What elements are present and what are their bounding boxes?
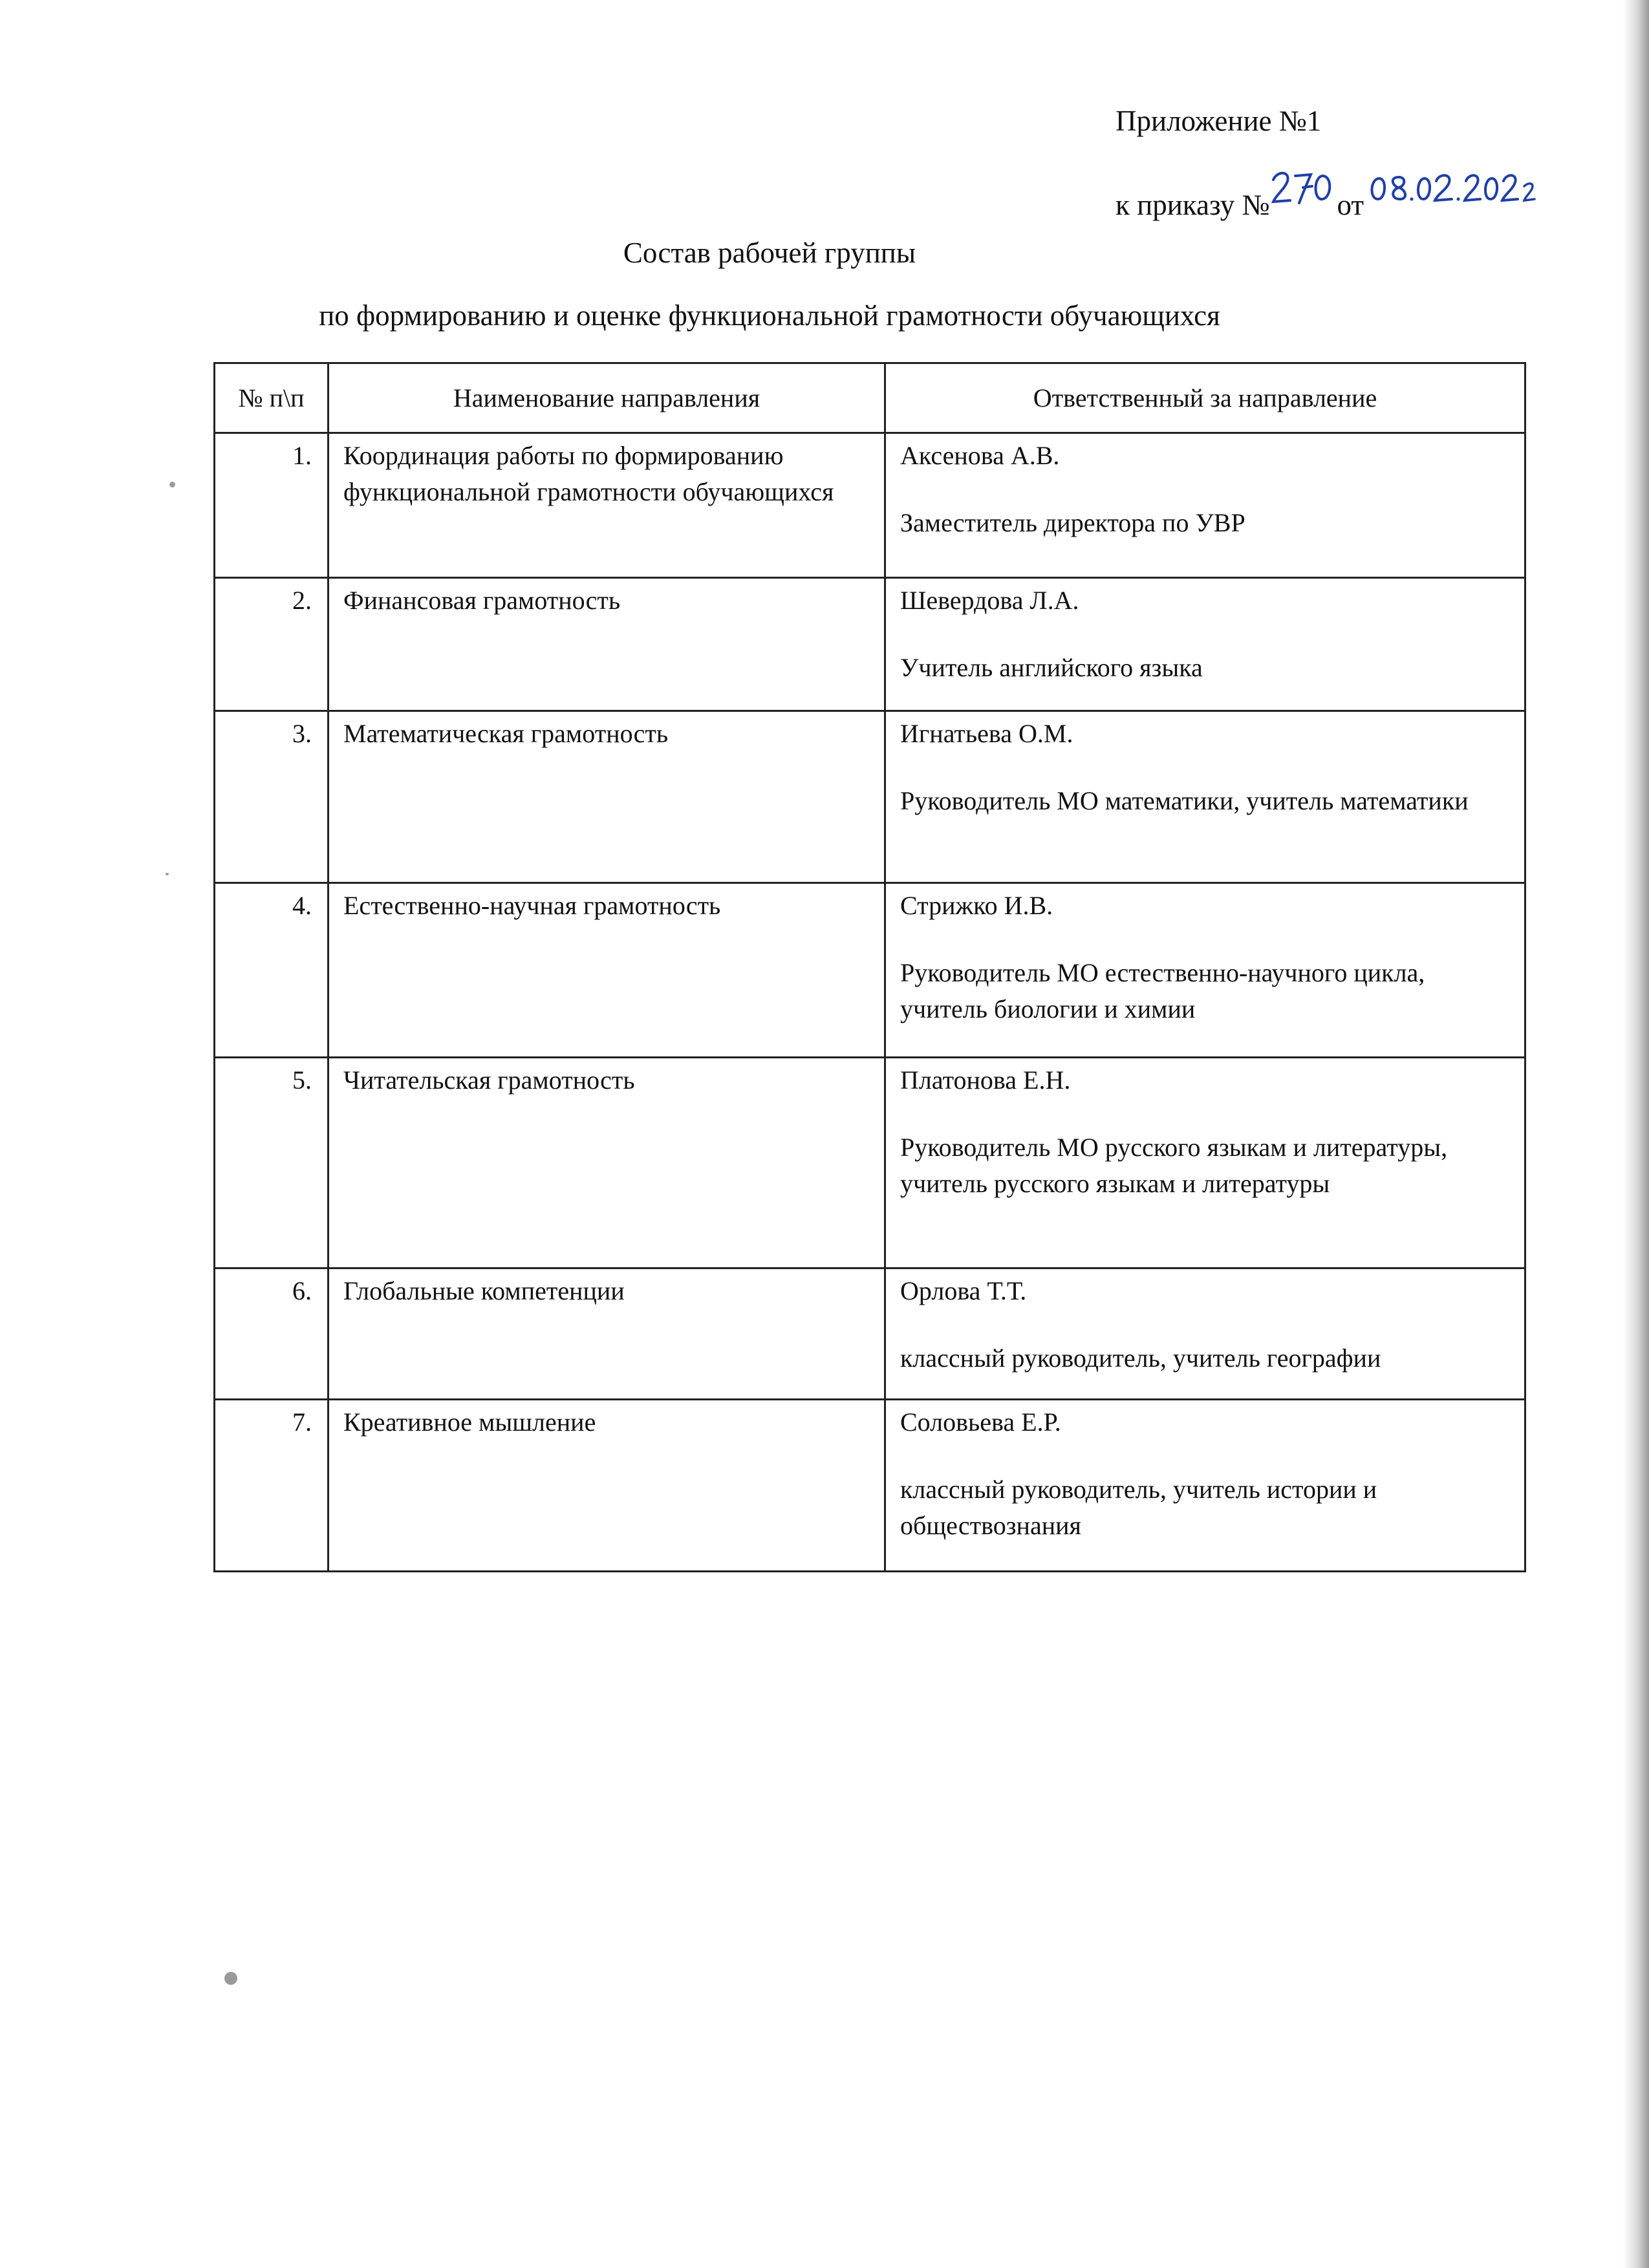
table-row bbox=[215, 1058, 1525, 1268]
column-header-direction: Наименование направления bbox=[329, 363, 885, 433]
row-number: 4. bbox=[215, 883, 329, 1058]
column-header-responsible: Ответственный за направление bbox=[885, 363, 1525, 433]
appendix-label: Приложение №1 bbox=[1116, 105, 1322, 137]
table-row bbox=[215, 711, 1525, 883]
table-row bbox=[215, 1268, 1525, 1400]
row-responsible bbox=[885, 711, 1525, 883]
row-responsible bbox=[885, 1058, 1525, 1268]
responsible-name: Стрижко И.В. bbox=[900, 891, 1053, 920]
responsible-role: Руководитель МО естественно-научного цикла, учитель биологии и химии bbox=[900, 958, 1425, 1023]
row-number: 1. bbox=[215, 433, 329, 578]
table-row bbox=[215, 1400, 1525, 1572]
document-title-line1: Состав рабочей группы bbox=[623, 237, 916, 269]
row-responsible bbox=[885, 578, 1525, 711]
row-responsible bbox=[885, 1400, 1525, 1572]
document-subtitle bbox=[0, 299, 1649, 332]
responsible-role: классный руководитель, учитель географии bbox=[900, 1343, 1381, 1373]
scan-speck bbox=[224, 1972, 237, 1985]
column-header-number: № п\п bbox=[215, 363, 329, 433]
row-direction: Координация работы по формированию функциональной грамотности обучающихся bbox=[329, 433, 885, 578]
row-number: 2. bbox=[215, 578, 329, 711]
order-reference bbox=[1116, 173, 1538, 220]
order-date-handwritten bbox=[1365, 167, 1540, 208]
row-direction: Естественно-научная грамотность bbox=[329, 883, 885, 1058]
document-title bbox=[0, 236, 1649, 270]
row-responsible bbox=[885, 433, 1525, 578]
scan-speck bbox=[169, 482, 175, 487]
table-header-row bbox=[215, 363, 1525, 433]
responsible-name: Соловьева Е.Р. bbox=[900, 1407, 1061, 1437]
row-responsible bbox=[885, 1268, 1525, 1400]
responsible-name: Платонова Е.Н. bbox=[900, 1065, 1071, 1095]
row-direction: Финансовая грамотность bbox=[329, 578, 885, 711]
row-number: 7. bbox=[215, 1400, 329, 1572]
responsible-name: Аксенова А.В. bbox=[900, 441, 1060, 470]
order-from: от bbox=[1337, 189, 1364, 221]
row-number: 5. bbox=[215, 1058, 329, 1268]
document-title-line2: по формированию и оценке функциональной грамотности обучающихся bbox=[319, 299, 1220, 332]
row-direction: Глобальные компетенции bbox=[329, 1268, 885, 1400]
responsible-role: Учитель английского языка bbox=[900, 653, 1203, 682]
responsible-name: Орлова Т.Т. bbox=[900, 1276, 1027, 1305]
scan-speck bbox=[166, 873, 169, 875]
row-number: 6. bbox=[215, 1268, 329, 1400]
order-number-handwritten bbox=[1271, 167, 1334, 207]
working-group-table bbox=[213, 362, 1526, 1572]
responsible-role: Заместитель директора по УВР bbox=[900, 508, 1245, 537]
scan-edge-shadow bbox=[1623, 0, 1649, 2268]
row-number: 3. bbox=[215, 711, 329, 883]
row-responsible bbox=[885, 883, 1525, 1058]
table-row bbox=[215, 883, 1525, 1058]
table-row bbox=[215, 433, 1525, 578]
row-direction: Читательская грамотность bbox=[329, 1058, 885, 1268]
row-direction: Математическая грамотность bbox=[329, 711, 885, 883]
responsible-role: Руководитель МО математики, учитель математики bbox=[900, 786, 1469, 815]
order-prefix: к приказу № bbox=[1116, 189, 1270, 221]
responsible-role: классный руководитель, учитель истории и обществознания bbox=[900, 1475, 1377, 1540]
responsible-role: Руководитель МО русского языкам и литературы, учитель русского языкам и литературы bbox=[900, 1133, 1448, 1198]
table-row bbox=[215, 578, 1525, 711]
row-direction: Креативное мышление bbox=[329, 1400, 885, 1572]
responsible-name: Шевердова Л.А. bbox=[900, 586, 1079, 615]
responsible-name: Игнатьева О.М. bbox=[900, 719, 1073, 748]
